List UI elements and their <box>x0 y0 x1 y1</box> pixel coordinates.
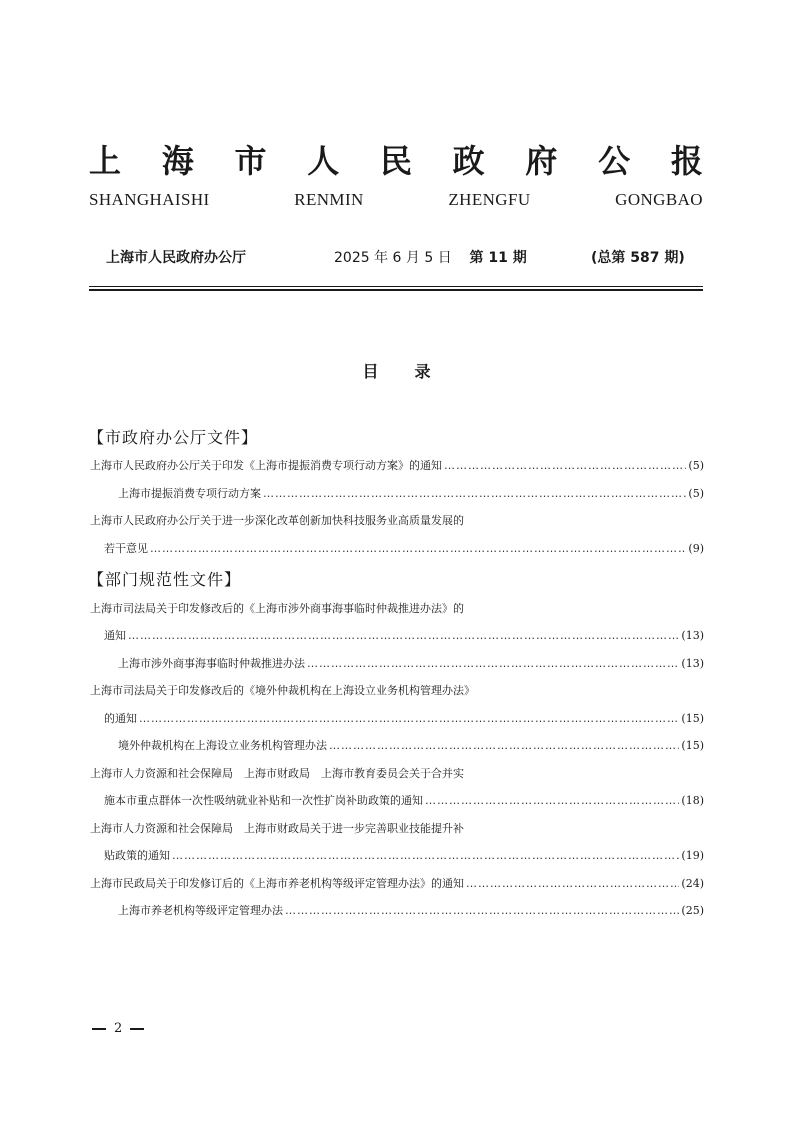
dot-leader <box>128 629 679 643</box>
dot-leader <box>150 542 686 556</box>
toc-title: 目录 <box>362 362 467 381</box>
issuer: 上海市人民政府办公厅 <box>106 250 246 266</box>
toc-entry-title: 通知 <box>104 629 126 642</box>
title-char: 人 <box>307 142 340 180</box>
toc-entry-page: (18) <box>681 794 704 807</box>
toc-entry-title: 境外仲裁机构在上海设立业务机构管理办法 <box>118 739 327 752</box>
pinyin-word: GONGBAO <box>615 190 703 209</box>
toc-entry-title-line1[interactable]: 上海市人力资源和社会保障局 上海市财政局关于进一步完善职业技能提升补 <box>90 822 464 835</box>
toc-entry-title-line1[interactable]: 上海市司法局关于印发修改后的《境外仲裁机构在上海设立业务机构管理办法》 <box>90 684 475 697</box>
toc-entry-page: (25) <box>681 904 704 917</box>
title-char: 民 <box>379 142 412 180</box>
toc-entry-title-line1[interactable]: 上海市人力资源和社会保障局 上海市财政局 上海市教育委员会关于合并实 <box>90 767 464 780</box>
dot-leader <box>263 487 686 501</box>
toc-entry-page: (5) <box>688 459 704 472</box>
toc-entry-title: 上海市养老机构等级评定管理办法 <box>118 904 283 917</box>
title-char: 府 <box>525 142 558 180</box>
toc-entry[interactable] <box>104 849 704 863</box>
toc-entry-title-line1[interactable]: 上海市司法局关于印发修改后的《上海市涉外商事海事临时仲裁推进办法》的 <box>90 602 464 615</box>
section-heading: 【部门规范性文件】 <box>88 570 242 589</box>
toc-entry[interactable] <box>90 877 704 891</box>
pinyin-word: SHANGHAISHI <box>89 190 210 209</box>
toc-entry[interactable] <box>118 739 704 753</box>
toc-entry-title: 施本市重点群体一次性吸纳就业补贴和一次性扩岗补助政策的通知 <box>104 794 423 807</box>
toc-entry[interactable] <box>104 794 704 808</box>
dot-leader <box>466 877 679 891</box>
dot-leader <box>329 739 679 753</box>
title-char: 报 <box>670 142 703 180</box>
toc-entry-title: 上海市提振消费专项行动方案 <box>118 487 261 500</box>
title-char: 公 <box>598 142 631 180</box>
title-char: 市 <box>234 142 267 180</box>
toc-entry[interactable] <box>118 904 704 918</box>
dash-left <box>92 1028 106 1030</box>
dot-leader <box>139 712 679 726</box>
title-char: 上 <box>89 142 122 180</box>
toc-entry[interactable] <box>90 459 704 473</box>
toc-entry[interactable] <box>104 712 704 726</box>
gazette-title <box>89 141 703 181</box>
section-heading: 【市政府办公厅文件】 <box>88 428 259 447</box>
title-char: 海 <box>161 142 194 180</box>
gazette-pinyin <box>89 190 703 210</box>
dot-leader <box>444 459 686 473</box>
toc-entry-title: 贴政策的通知 <box>104 849 170 862</box>
toc-entry[interactable] <box>104 542 704 556</box>
toc-entry-page: (19) <box>681 849 704 862</box>
title-char: 政 <box>452 142 485 180</box>
header-rule-thick <box>89 289 703 291</box>
toc-entry[interactable] <box>104 629 704 643</box>
dot-leader <box>285 904 679 918</box>
page-number-value: 2 <box>114 1021 123 1036</box>
toc-entry-title: 上海市民政局关于印发修订后的《上海市养老机构等级评定管理办法》的通知 <box>90 877 464 890</box>
issue-date-number <box>334 249 527 267</box>
toc-entry-page: (13) <box>681 629 704 642</box>
toc-entry-page: (15) <box>681 739 704 752</box>
toc-entry-page: (15) <box>681 712 704 725</box>
toc-entry-title: 上海市涉外商事海事临时仲裁推进办法 <box>118 657 305 670</box>
toc-entry[interactable] <box>118 657 704 671</box>
toc-entry-title-line1[interactable]: 上海市人民政府办公厅关于进一步深化改革创新加快科技服务业高质量发展的 <box>90 514 464 527</box>
toc-entry-page: (13) <box>681 657 704 670</box>
header-rule <box>89 286 703 287</box>
toc-entry-title: 的通知 <box>104 712 137 725</box>
dash-right <box>130 1028 144 1030</box>
page-number <box>92 1021 144 1037</box>
toc-entry-title: 上海市人民政府办公厅关于印发《上海市提振消费专项行动方案》的通知 <box>90 459 442 472</box>
pinyin-word: ZHENGFU <box>448 190 531 209</box>
dot-leader <box>425 794 679 808</box>
dot-leader <box>172 849 679 863</box>
issue-total: (总第 587 期) <box>591 250 685 266</box>
toc-entry-page: (5) <box>688 487 704 500</box>
toc-entry-page: (9) <box>688 542 704 555</box>
pinyin-word: RENMIN <box>294 190 364 209</box>
toc-entry-title: 若干意见 <box>104 542 148 555</box>
toc-entry-page: (24) <box>681 877 704 890</box>
dot-leader <box>307 657 679 671</box>
issue-date: 2025 年 6 月 5 日 <box>334 250 452 266</box>
issue-number: 第 11 期 <box>469 250 527 266</box>
toc-entry[interactable] <box>118 487 704 501</box>
